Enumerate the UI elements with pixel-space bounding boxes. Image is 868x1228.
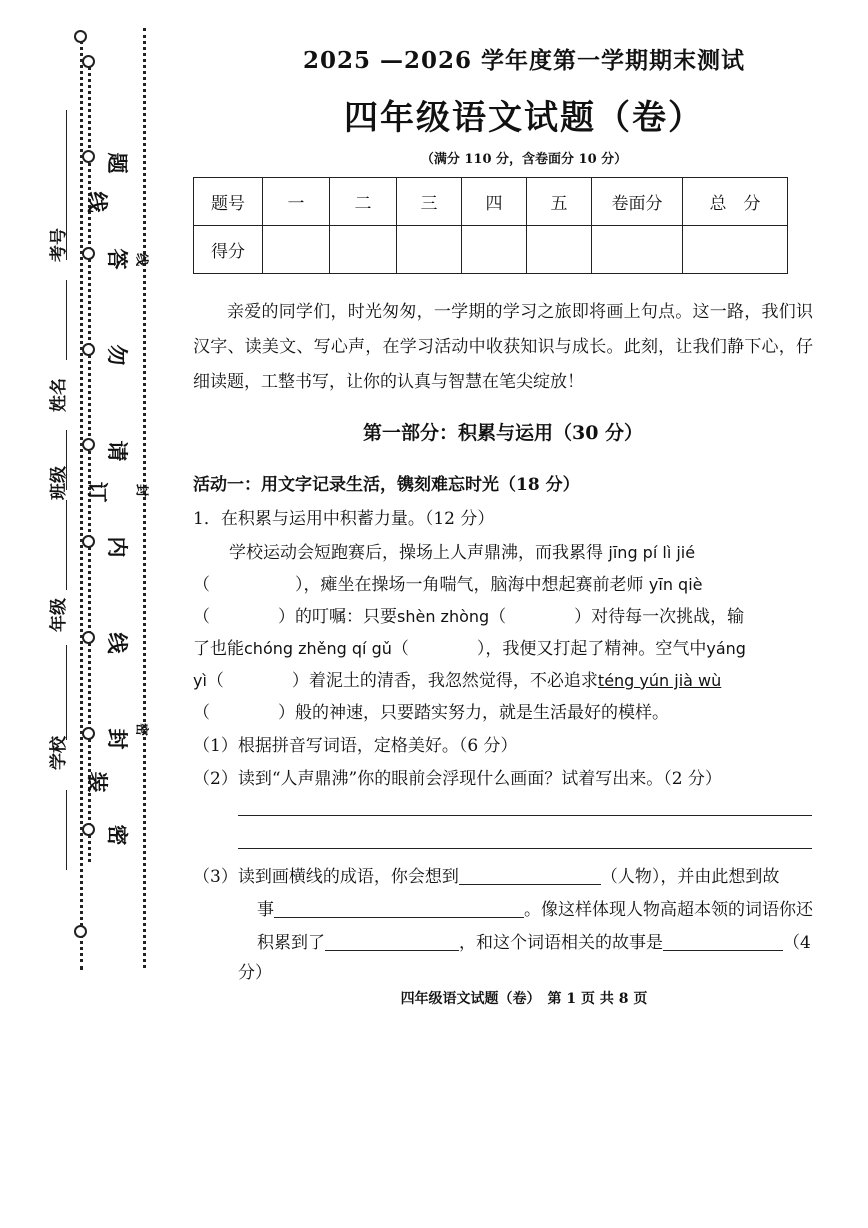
sub3-text: ，和这个词语相关的故事是 xyxy=(459,933,663,953)
score-cell[interactable] xyxy=(683,226,788,274)
margin-char-mi: 密 xyxy=(105,824,130,846)
passage-text: 学校运动会短跑赛后，操场上人声鼎沸，而我累得 xyxy=(229,543,603,563)
activity-1-title: 活动一：用文字记录生活，镌刻难忘时光（18 分） xyxy=(193,475,580,495)
passage-text[interactable]: （ ）的叮嘱：只要 xyxy=(193,607,397,627)
score-row-label: 得分 xyxy=(194,226,263,274)
pinyin-yang: yáng xyxy=(706,639,746,658)
score-cell[interactable] xyxy=(330,226,397,274)
ring xyxy=(82,727,95,740)
margin-char-da: 答 xyxy=(105,248,130,270)
score-header-cell: 五 xyxy=(527,178,592,226)
ring xyxy=(82,438,95,451)
answer-line[interactable] xyxy=(238,815,812,816)
middle-dotted-line xyxy=(88,62,91,862)
field-line-school xyxy=(66,645,67,740)
field-label-kaohao: 考号 xyxy=(49,228,69,262)
answer-blank-person[interactable] xyxy=(459,866,601,885)
score-header-cell: 卷面分 xyxy=(592,178,683,226)
answer-blank-word[interactable] xyxy=(325,932,459,951)
field-label-class: 班级 xyxy=(49,466,69,500)
field-line-bottom xyxy=(66,790,67,870)
field-label-grade: 年级 xyxy=(49,598,69,632)
ring xyxy=(82,631,95,644)
margin-char-ti: 题 xyxy=(105,152,130,174)
ring xyxy=(74,925,87,938)
score-note: （满分 110 分，含卷面分 10 分） xyxy=(420,152,628,167)
passage-line-2 xyxy=(193,570,813,595)
sub3-text: （人物），并由此想到故 xyxy=(600,867,780,887)
sub-question-2: （2）读到“人声鼎沸”你的眼前会浮现什么画面？试着写出来。（2 分） xyxy=(193,769,722,789)
sub3-text: 积累到了 xyxy=(257,933,325,953)
field-line-grade xyxy=(66,500,67,590)
margin-mark-mi: 密 xyxy=(133,722,149,736)
pinyin-chongzhengqigu: chóng zhěng qí gǔ xyxy=(244,639,392,658)
passage-text[interactable]: （ ）般的神速，只要踏实努力，就是生活最好的模样。 xyxy=(193,703,669,723)
sub-question-3-line-2 xyxy=(193,895,813,920)
ring xyxy=(82,55,95,68)
margin-char-zhuang: 装 xyxy=(85,771,110,793)
ring xyxy=(74,30,87,43)
sub3-text: （4 xyxy=(783,933,811,953)
passage-line-1 xyxy=(229,538,849,563)
ring xyxy=(82,150,95,163)
margin-char-xian2: 线 xyxy=(105,632,130,654)
question-1-title: 1．在积累与运用中积蓄力量。（12 分） xyxy=(193,509,495,529)
part1-heading: 第一部分：积累与运用（30 分） xyxy=(362,422,644,444)
score-table xyxy=(193,177,788,274)
passage-text[interactable]: （ ），瘫坐在操场一角喘气，脑海中想起赛前老师 xyxy=(193,575,644,595)
passage-line-4 xyxy=(193,634,813,659)
answer-line[interactable] xyxy=(238,848,812,849)
score-header-cell: 四 xyxy=(462,178,527,226)
ring xyxy=(82,343,95,356)
exam-title: 2025 —2026 学年度第一学期期末测试 xyxy=(302,47,746,74)
ring xyxy=(82,535,95,548)
intro-paragraph: 亲爱的同学们，时光匆匆，一学期的学习之旅即将画上句点。这一路，我们识汉字、读美文、写心声，在学习活动中收获知识与成长。此刻，让我们静下心，仔细读题，工整书写，让你的认真与智慧在笔尖绽放！ xyxy=(193,302,813,392)
score-cell[interactable] xyxy=(527,226,592,274)
score-header-cell: 一 xyxy=(263,178,330,226)
margin-char-ding: 订 xyxy=(85,481,110,503)
pinyin-yinqie: yīn qiè xyxy=(648,575,703,594)
field-label-school: 学校 xyxy=(49,736,69,770)
sub-question-3-line-3 xyxy=(193,928,813,953)
page-footer: 四年级语文试题（卷） 第 1 页 共 8 页 xyxy=(400,991,648,1007)
sub-question-3-line-4 xyxy=(238,958,858,983)
margin-char-wu: 勿 xyxy=(105,344,130,366)
ring xyxy=(82,247,95,260)
passage-line-5 xyxy=(193,666,813,691)
score-header-cell: 总 分 xyxy=(683,178,788,226)
score-table-header-row xyxy=(194,178,788,226)
sub3-text: 分） xyxy=(238,963,272,983)
pinyin-yi: yì xyxy=(193,671,207,690)
passage-text: 了也能 xyxy=(193,639,244,659)
field-line-name xyxy=(66,280,67,360)
passage-text[interactable]: （ ），我便又打起了精神。空气中 xyxy=(391,639,707,659)
passage-line-6 xyxy=(193,698,813,723)
score-cell[interactable] xyxy=(397,226,462,274)
margin-mark-feng: 封 xyxy=(133,483,149,497)
score-cell[interactable] xyxy=(592,226,683,274)
score-table-score-row xyxy=(194,226,788,274)
score-cell[interactable] xyxy=(462,226,527,274)
score-header-cell: 二 xyxy=(330,178,397,226)
margin-char-nei: 内 xyxy=(105,536,130,558)
answer-blank-story[interactable] xyxy=(274,899,524,918)
score-cell[interactable] xyxy=(263,226,330,274)
margin-char-feng: 封 xyxy=(105,728,130,750)
passage-line-3 xyxy=(193,602,813,627)
pinyin-shenzhong: shèn zhòng xyxy=(397,607,490,626)
sub-question-1: （1）根据拼音写词语，定格美好。（6 分） xyxy=(193,736,518,756)
answer-blank-related-story[interactable] xyxy=(663,932,783,951)
margin-mark-xian: 线 xyxy=(133,252,149,266)
sub-question-3-line-1 xyxy=(193,862,813,887)
exam-subject: 四年级语文试题（卷） xyxy=(344,98,704,138)
passage-text[interactable]: （ ）着泥土的清香，我忽然觉得，不必追求 xyxy=(206,671,598,691)
sub3-text: 。像这样体现人物高超本领的词语你还 xyxy=(524,900,813,920)
score-header-cell: 三 xyxy=(397,178,462,226)
sub3-text: 事 xyxy=(257,900,274,920)
passage-text[interactable]: （ ）对待每一次挑战，输 xyxy=(489,607,745,627)
margin-char-qing: 请 xyxy=(105,440,130,462)
score-header-cell: 题号 xyxy=(194,178,263,226)
sub3-text: （3）读到画横线的成语，你会想到 xyxy=(193,867,459,887)
pinyin-tengyunjiawu: téng yún jià wù xyxy=(597,671,722,690)
margin-char-xian: 线 xyxy=(85,191,110,213)
ring xyxy=(82,823,95,836)
field-label-name: 姓名 xyxy=(49,378,69,412)
pinyin-jingpilijie: jīng pí lì jié xyxy=(608,543,696,562)
